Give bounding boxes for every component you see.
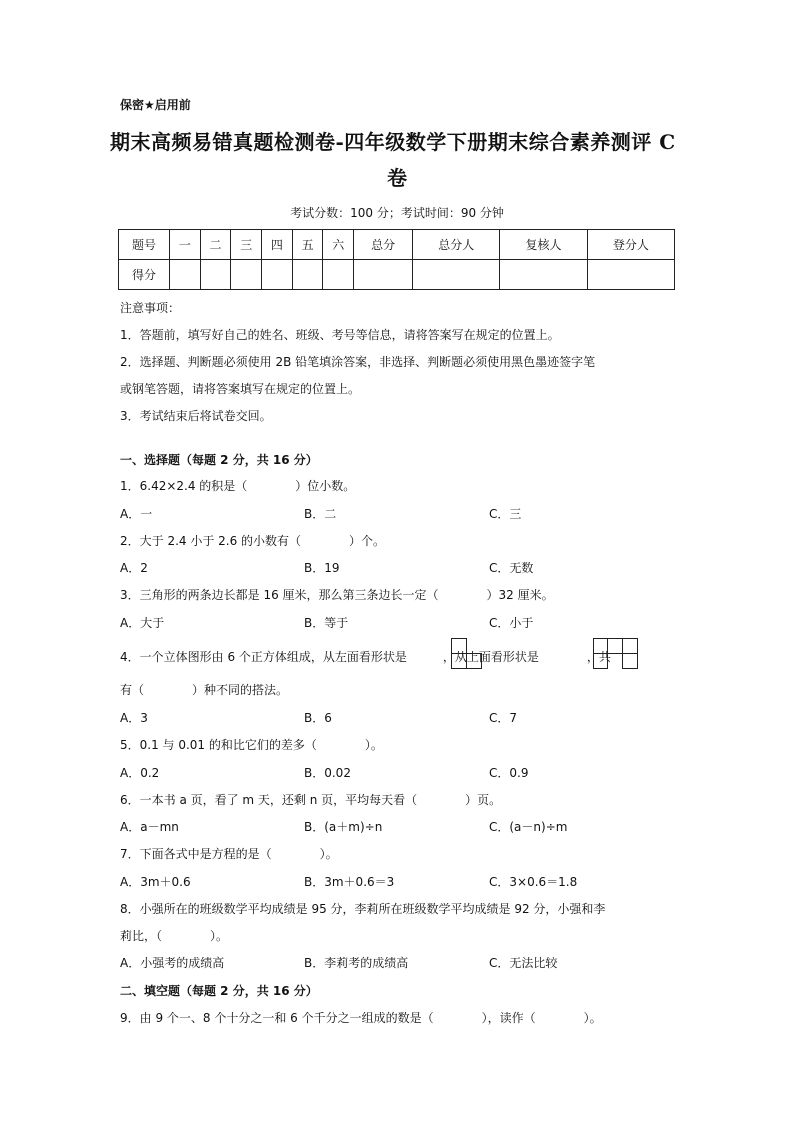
score-header-cell: 总分 xyxy=(354,230,413,260)
score-input-cell[interactable] xyxy=(231,260,262,290)
section-1-title: 一、选择题（每题 2 分，共 16 分） xyxy=(120,453,318,467)
note-item: 3．考试结束后将试卷交回。 xyxy=(120,409,272,423)
q1-option-b[interactable]: B．二 xyxy=(304,507,337,521)
score-input-cell[interactable] xyxy=(170,260,201,290)
notes-title: 注意事项： xyxy=(120,301,181,315)
score-header-cell: 总分人 xyxy=(413,230,500,260)
question-3: 3．三角形的两条边长都是 16 厘米，那么第三条边长一定（ ）32 厘米。 xyxy=(120,588,554,602)
q2-option-b[interactable]: B．19 xyxy=(304,561,340,575)
exam-info: 考试分数：100 分；考试时间：90 分钟 xyxy=(290,206,504,220)
score-header-cell: 六 xyxy=(323,230,354,260)
score-table-score-row xyxy=(119,260,675,290)
score-table xyxy=(118,229,675,290)
exam-title: 期末高频易错真题检测卷-四年级数学下册期末综合素养测评 C xyxy=(110,130,676,154)
question-4-text-a: 4．一个立体图形由 6 个正方体组成，从左面看形状是 xyxy=(120,650,407,664)
q1-option-c[interactable]: C．三 xyxy=(489,507,522,521)
q3-option-b[interactable]: B．等于 xyxy=(304,616,349,630)
score-input-cell[interactable] xyxy=(587,260,674,290)
question-4-text-b: ，从上面看形状是 xyxy=(442,650,539,664)
question-4-line2: 有（ ）种不同的搭法。 xyxy=(120,683,289,697)
score-input-cell[interactable] xyxy=(413,260,500,290)
score-input-cell[interactable] xyxy=(262,260,293,290)
q4-option-c[interactable]: C．7 xyxy=(489,711,518,725)
q4-option-a[interactable]: A．3 xyxy=(120,711,148,725)
question-1: 1．6.42×2.4 的积是（ ）位小数。 xyxy=(120,479,356,493)
score-header-cell: 登分人 xyxy=(587,230,674,260)
q8-option-a[interactable]: A．小强考的成绩高 xyxy=(120,956,225,970)
question-8-line2: 莉比，（ ）。 xyxy=(120,929,229,943)
q5-option-c[interactable]: C．0.9 xyxy=(489,766,529,780)
question-9: 9．由 9 个一、8 个十分之一和 6 个千分之一组成的数是（ ），读作（ ）。 xyxy=(120,1011,602,1025)
q8-option-c[interactable]: C．无法比较 xyxy=(489,956,558,970)
q3-option-c[interactable]: C．小于 xyxy=(489,616,534,630)
score-input-cell[interactable] xyxy=(500,260,587,290)
note-item: 或钢笔答题，请将答案填写在规定的位置上。 xyxy=(120,382,361,396)
q5-option-b[interactable]: B．0.02 xyxy=(304,766,351,780)
score-header-cell: 复核人 xyxy=(500,230,587,260)
q7-option-b[interactable]: B．3m＋0.6＝3 xyxy=(304,875,395,889)
question-4 xyxy=(120,648,611,665)
score-input-cell[interactable] xyxy=(323,260,354,290)
q5-option-a[interactable]: A．0.2 xyxy=(120,766,160,780)
note-item: 2．选择题、判断题必须使用 2B 铅笔填涂答案，非选择、判断题必须使用黑色墨迹签字笔 xyxy=(120,355,596,369)
question-2: 2．大于 2.4 小于 2.6 的小数有（ ）个。 xyxy=(120,534,386,548)
confidential-label: 保密★启用前 xyxy=(120,98,191,112)
score-header-cell: 五 xyxy=(292,230,323,260)
score-row-label: 得分 xyxy=(119,260,170,290)
q1-option-a[interactable]: A．一 xyxy=(120,507,153,521)
q6-option-b[interactable]: B．(a＋m)÷n xyxy=(304,820,383,834)
q3-option-a[interactable]: A．大于 xyxy=(120,616,165,630)
score-input-cell[interactable] xyxy=(200,260,231,290)
q2-option-c[interactable]: C．无数 xyxy=(489,561,534,575)
q4-option-b[interactable]: B．6 xyxy=(304,711,332,725)
score-header-cell: 三 xyxy=(231,230,262,260)
score-header-cell: 一 xyxy=(170,230,201,260)
q7-option-a[interactable]: A．3m＋0.6 xyxy=(120,875,191,889)
q6-option-a[interactable]: A．a－mn xyxy=(120,820,179,834)
question-8: 8．小强所在的班级数学平均成绩是 95 分，李莉所在班级数学平均成绩是 92 分，小强和李 xyxy=(120,902,606,916)
note-item: 1．答题前，填写好自己的姓名、班级、考号等信息，请将答案写在规定的位置上。 xyxy=(120,328,560,342)
score-input-cell[interactable] xyxy=(354,260,413,290)
q8-option-b[interactable]: B．李莉考的成绩高 xyxy=(304,956,409,970)
exam-title-continued: 卷 xyxy=(387,166,407,190)
section-2-title: 二、填空题（每题 2 分，共 16 分） xyxy=(120,984,318,998)
score-input-cell[interactable] xyxy=(292,260,323,290)
question-6: 6．一本书 a 页，看了 m 天，还剩 n 页，平均每天看（ ）页。 xyxy=(120,793,502,807)
question-5: 5．0.1 与 0.01 的和比它们的差多（ ）。 xyxy=(120,738,383,752)
score-table-header-row xyxy=(119,230,675,260)
score-header-cell: 题号 xyxy=(119,230,170,260)
q6-option-c[interactable]: C．(a－n)÷m xyxy=(489,820,568,834)
question-4-text-c: ，共 xyxy=(586,650,611,664)
score-header-cell: 四 xyxy=(262,230,293,260)
q7-option-c[interactable]: C．3×0.6＝1.8 xyxy=(489,875,578,889)
score-header-cell: 二 xyxy=(200,230,231,260)
question-7: 7．下面各式中是方程的是（ ）。 xyxy=(120,847,338,861)
q2-option-a[interactable]: A．2 xyxy=(120,561,148,575)
